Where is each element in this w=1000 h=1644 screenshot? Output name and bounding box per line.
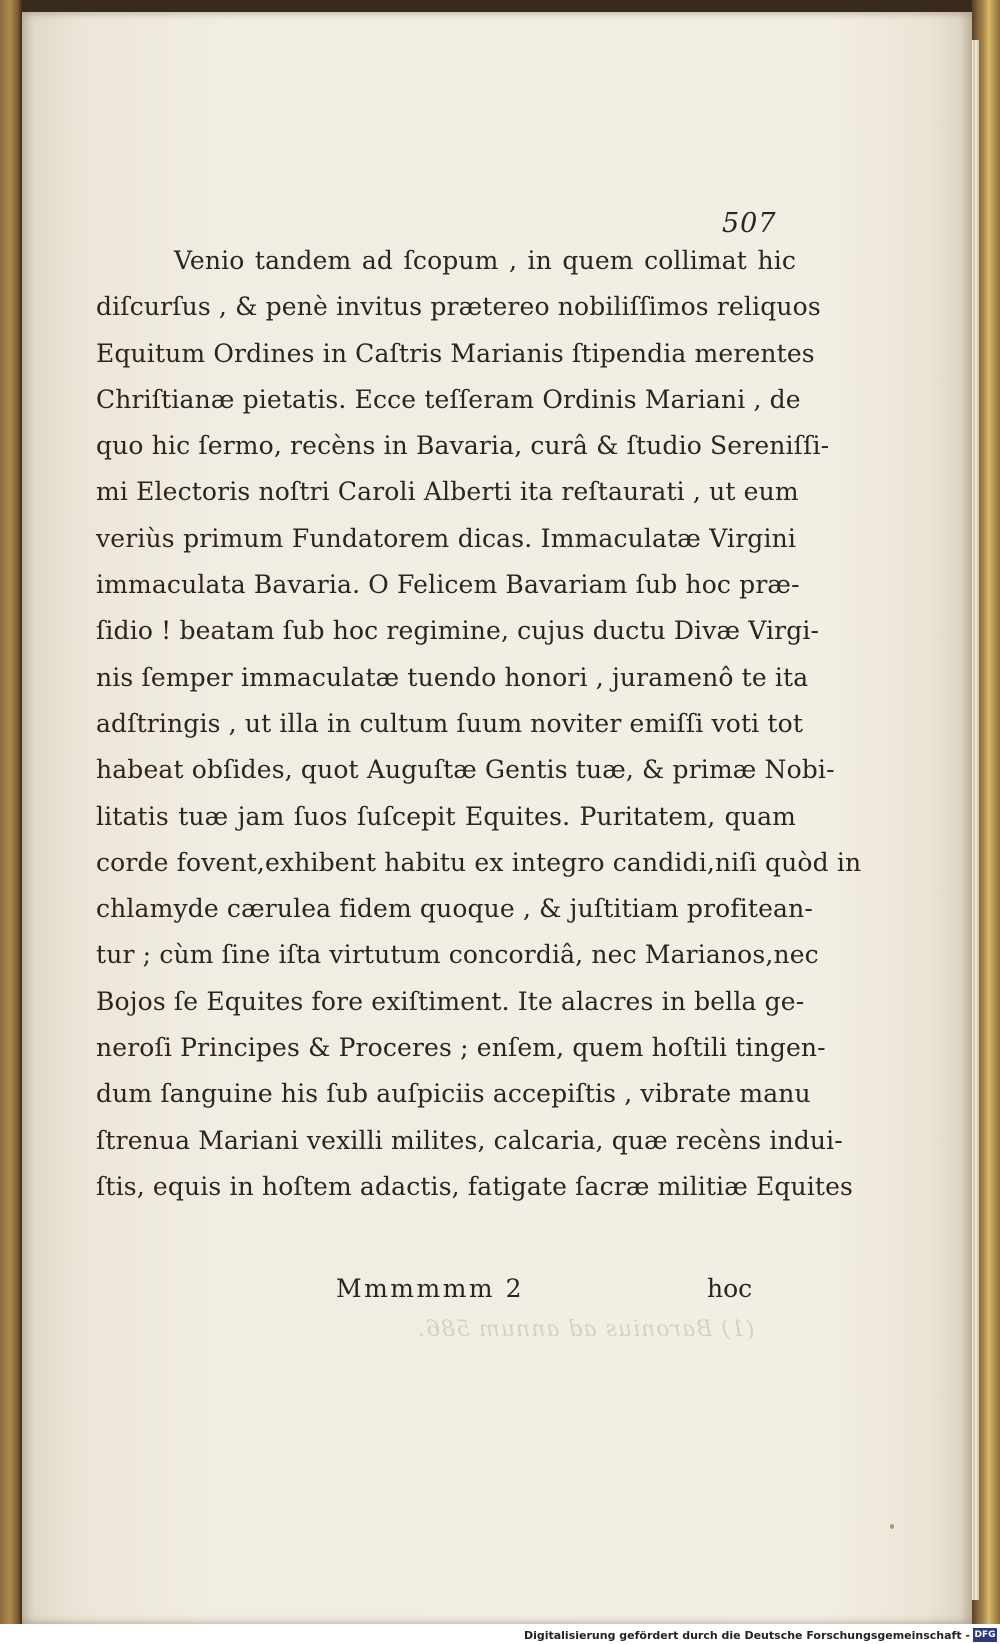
book-page — [22, 12, 972, 1624]
page-number: 507 — [722, 208, 777, 239]
text-line: habeat obſides, quot Auguſtæ Gentis tuæ, & primæ Nobi- — [96, 755, 835, 785]
text-line: ſtrenua Mariani vexilli milites, calcaria, quæ recèns indui- — [96, 1125, 843, 1155]
text-line: litatis tuæ jam ſuos ſuſcepit Equites. Puritatem, quam — [96, 801, 796, 831]
paper-speck — [890, 1524, 894, 1529]
text-line: neroſi Principes & Proceres ; enſem, quem hoſtili tingen- — [96, 1033, 826, 1063]
text-line: Venio tandem ad ſcopum , in quem collimat hic — [174, 246, 796, 275]
catchword: hoc — [707, 1274, 753, 1303]
text-line: diſcurſus , & penè invitus prætereo nobiliſſimos reliquos — [96, 292, 821, 322]
text-line: dum ſanguine his ſub auſpiciis accepiſtis , vibrate manu — [96, 1079, 811, 1109]
text-line: ſtis, equis in hoſtem adactis, fatigate ſacræ militiæ Equites — [96, 1171, 854, 1201]
footer-bar — [0, 1624, 1000, 1644]
text-line: Equitum Ordines in Caſtris Marianis ſtipendia merentes — [96, 338, 815, 368]
text-line: mi Electoris noſtri Caroli Alberti ita reſtaurati , ut eum — [96, 477, 799, 507]
signature-mark: Mmmmmm 2 — [336, 1274, 524, 1303]
text-line: Bojos ſe Equites fore exiſtiment. Ite alacres in bella ge- — [96, 986, 805, 1016]
body-text — [96, 238, 862, 1210]
dfg-logo: DFG — [974, 1630, 996, 1640]
funding-notice: Digitalisierung gefördert durch die Deutsche Forschungsgemeinschaft - — [523, 1629, 970, 1642]
bleed-through-footnote: (1) Baronius ad annum 586. — [417, 1317, 755, 1342]
text-line: nis ſemper immaculatæ tuendo honori , juramenô te ita — [96, 662, 809, 692]
text-line: ſidio ! beatam ſub hoc regimine, cujus ductu Divæ Virgi- — [96, 616, 820, 646]
text-line: chlamyde cærulea fidem quoque , & juſtitiam profitean- — [96, 894, 813, 924]
text-line: veriùs primum Fundatorem dicas. Immaculatæ Virgini — [96, 523, 796, 553]
text-line: Chriſtianæ pietatis. Ecce teſſeram Ordinis Mariani , de — [96, 384, 801, 414]
text-line: immaculata Bavaria. O Felicem Bavariam ſub hoc præ- — [96, 570, 800, 600]
text-line: corde fovent,exhibent habitu ex integro candidi,niſi quòd in — [96, 847, 862, 877]
text-line: adſtringis , ut illa in cultum ſuum noviter emiſſi voti tot — [96, 708, 804, 738]
text-line: quo hic ſermo, recèns in Bavaria, curâ & ſtudio Sereniſſi- — [96, 431, 830, 461]
text-line: tur ; cùm ſine iſta virtutum concordiâ, nec Marianos,nec — [96, 940, 819, 970]
